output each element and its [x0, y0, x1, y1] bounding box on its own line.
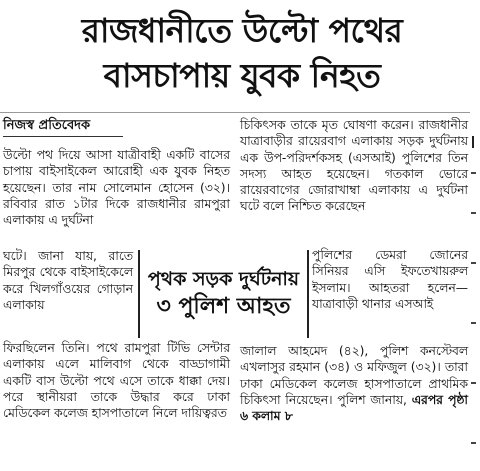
headline-line-2: বাসচাপায় যুবক নিহত	[103, 56, 381, 95]
boxed-subheadline	[138, 250, 309, 338]
article-column-1-middle: ঘটে। জানা যায়, রাতে মিরপুর থেকে বাইসাইকেলে করে খিলগাঁওয়ের গোড়ান এলাকায়	[3, 249, 133, 312]
article-column-2-bottom	[240, 343, 468, 424]
adjacent-article-edge-mark	[471, 172, 476, 174]
adjacent-article-edge-mark	[471, 262, 476, 264]
adjacent-article-edge-mark	[472, 136, 474, 148]
headline-line-1: রাজধানীতে উল্টো পথের	[81, 11, 403, 50]
adjacent-article-edge-mark	[471, 322, 476, 324]
adjacent-article-edge-mark	[471, 382, 476, 384]
article-column-2-middle: পুলিশের ডেমরা জোনের সিনিয়র এসি ইফতেখায়রুল ইসলাম। আহতরা হলেন— যাত্রাবাড়ী থানার এসআই	[312, 248, 468, 311]
byline: নিজস্ব প্রতিবেদক	[3, 118, 91, 133]
headline-divider	[0, 112, 470, 113]
adjacent-article-edge-mark	[471, 212, 476, 214]
column-2-bottom-text: জালাল আহমেদ (৪২), পুলিশ কনস্টেবল এখলাসুর রহমান (৩৪) ও মফিজুল (৩২)। তারা ঢাকা মেডিকেল কলেজ হাসপাতালে প্রাথমিক চিকিৎসা নিয়েছেন। পুলিশ জানায়,	[240, 344, 468, 407]
adjacent-article-edge-mark	[471, 442, 476, 444]
adjacent-article-edge	[470, 112, 480, 471]
main-headline	[22, 8, 462, 98]
article-column-1-bottom: ফিরছিলেন তিনি। পথে রামপুরা টিভি সেন্টার এলাকায় এলে মালিবাগ থেকে বাড্ডাগামী একটি বাস উল্টো পথে এসে তাকে ধাক্কা দেয়। পরে স্থানীয়রা তাকে উদ্ধার করে ঢাকা মেডিকেল কলেজ হাসপাতালে নিলে দায়িত্বরত	[3, 341, 230, 421]
subheadline-line-1: পৃথক সড়ক দুর্ঘটনায়	[147, 268, 300, 290]
subheadline-line-2: ৩ পুলিশ আহত	[156, 294, 291, 319]
byline-underline	[3, 136, 123, 137]
continued-on-page-link[interactable]: এরপর পৃষ্ঠা ৬ কলাম ৮	[240, 392, 468, 424]
article-column-2-top: চিকিৎসক তাকে মৃত ঘোষণা করেন। রাজধানীর যাত্রাবাড়ীর রায়েরবাগ এলাকায় সড়ক দুর্ঘটনায় এক উপ-পরিদর্শকসহ (এসআই) পুলিশের তিন সদস্য আহত হয়েছেন। গতকাল ভোরে রায়েরবাগের জোরাখাম্বা এলাকায় এ দুর্ঘটনা ঘটে বলে নিশ্চিত করেছেন	[240, 118, 468, 214]
article-column-1-top: উল্টো পথ দিয়ে আসা যাত্রীবাহী একটি বাসের চাপায় বাইসাইকেল আরোহী এক যুবক নিহত হয়েছেন। তার নাম সোলেমান হোসেন (৩২)। রবিবার রাত ১টার দিকে রাজধানীর রামপুরা এলাকায় এ দুর্ঘটনা	[3, 148, 230, 228]
